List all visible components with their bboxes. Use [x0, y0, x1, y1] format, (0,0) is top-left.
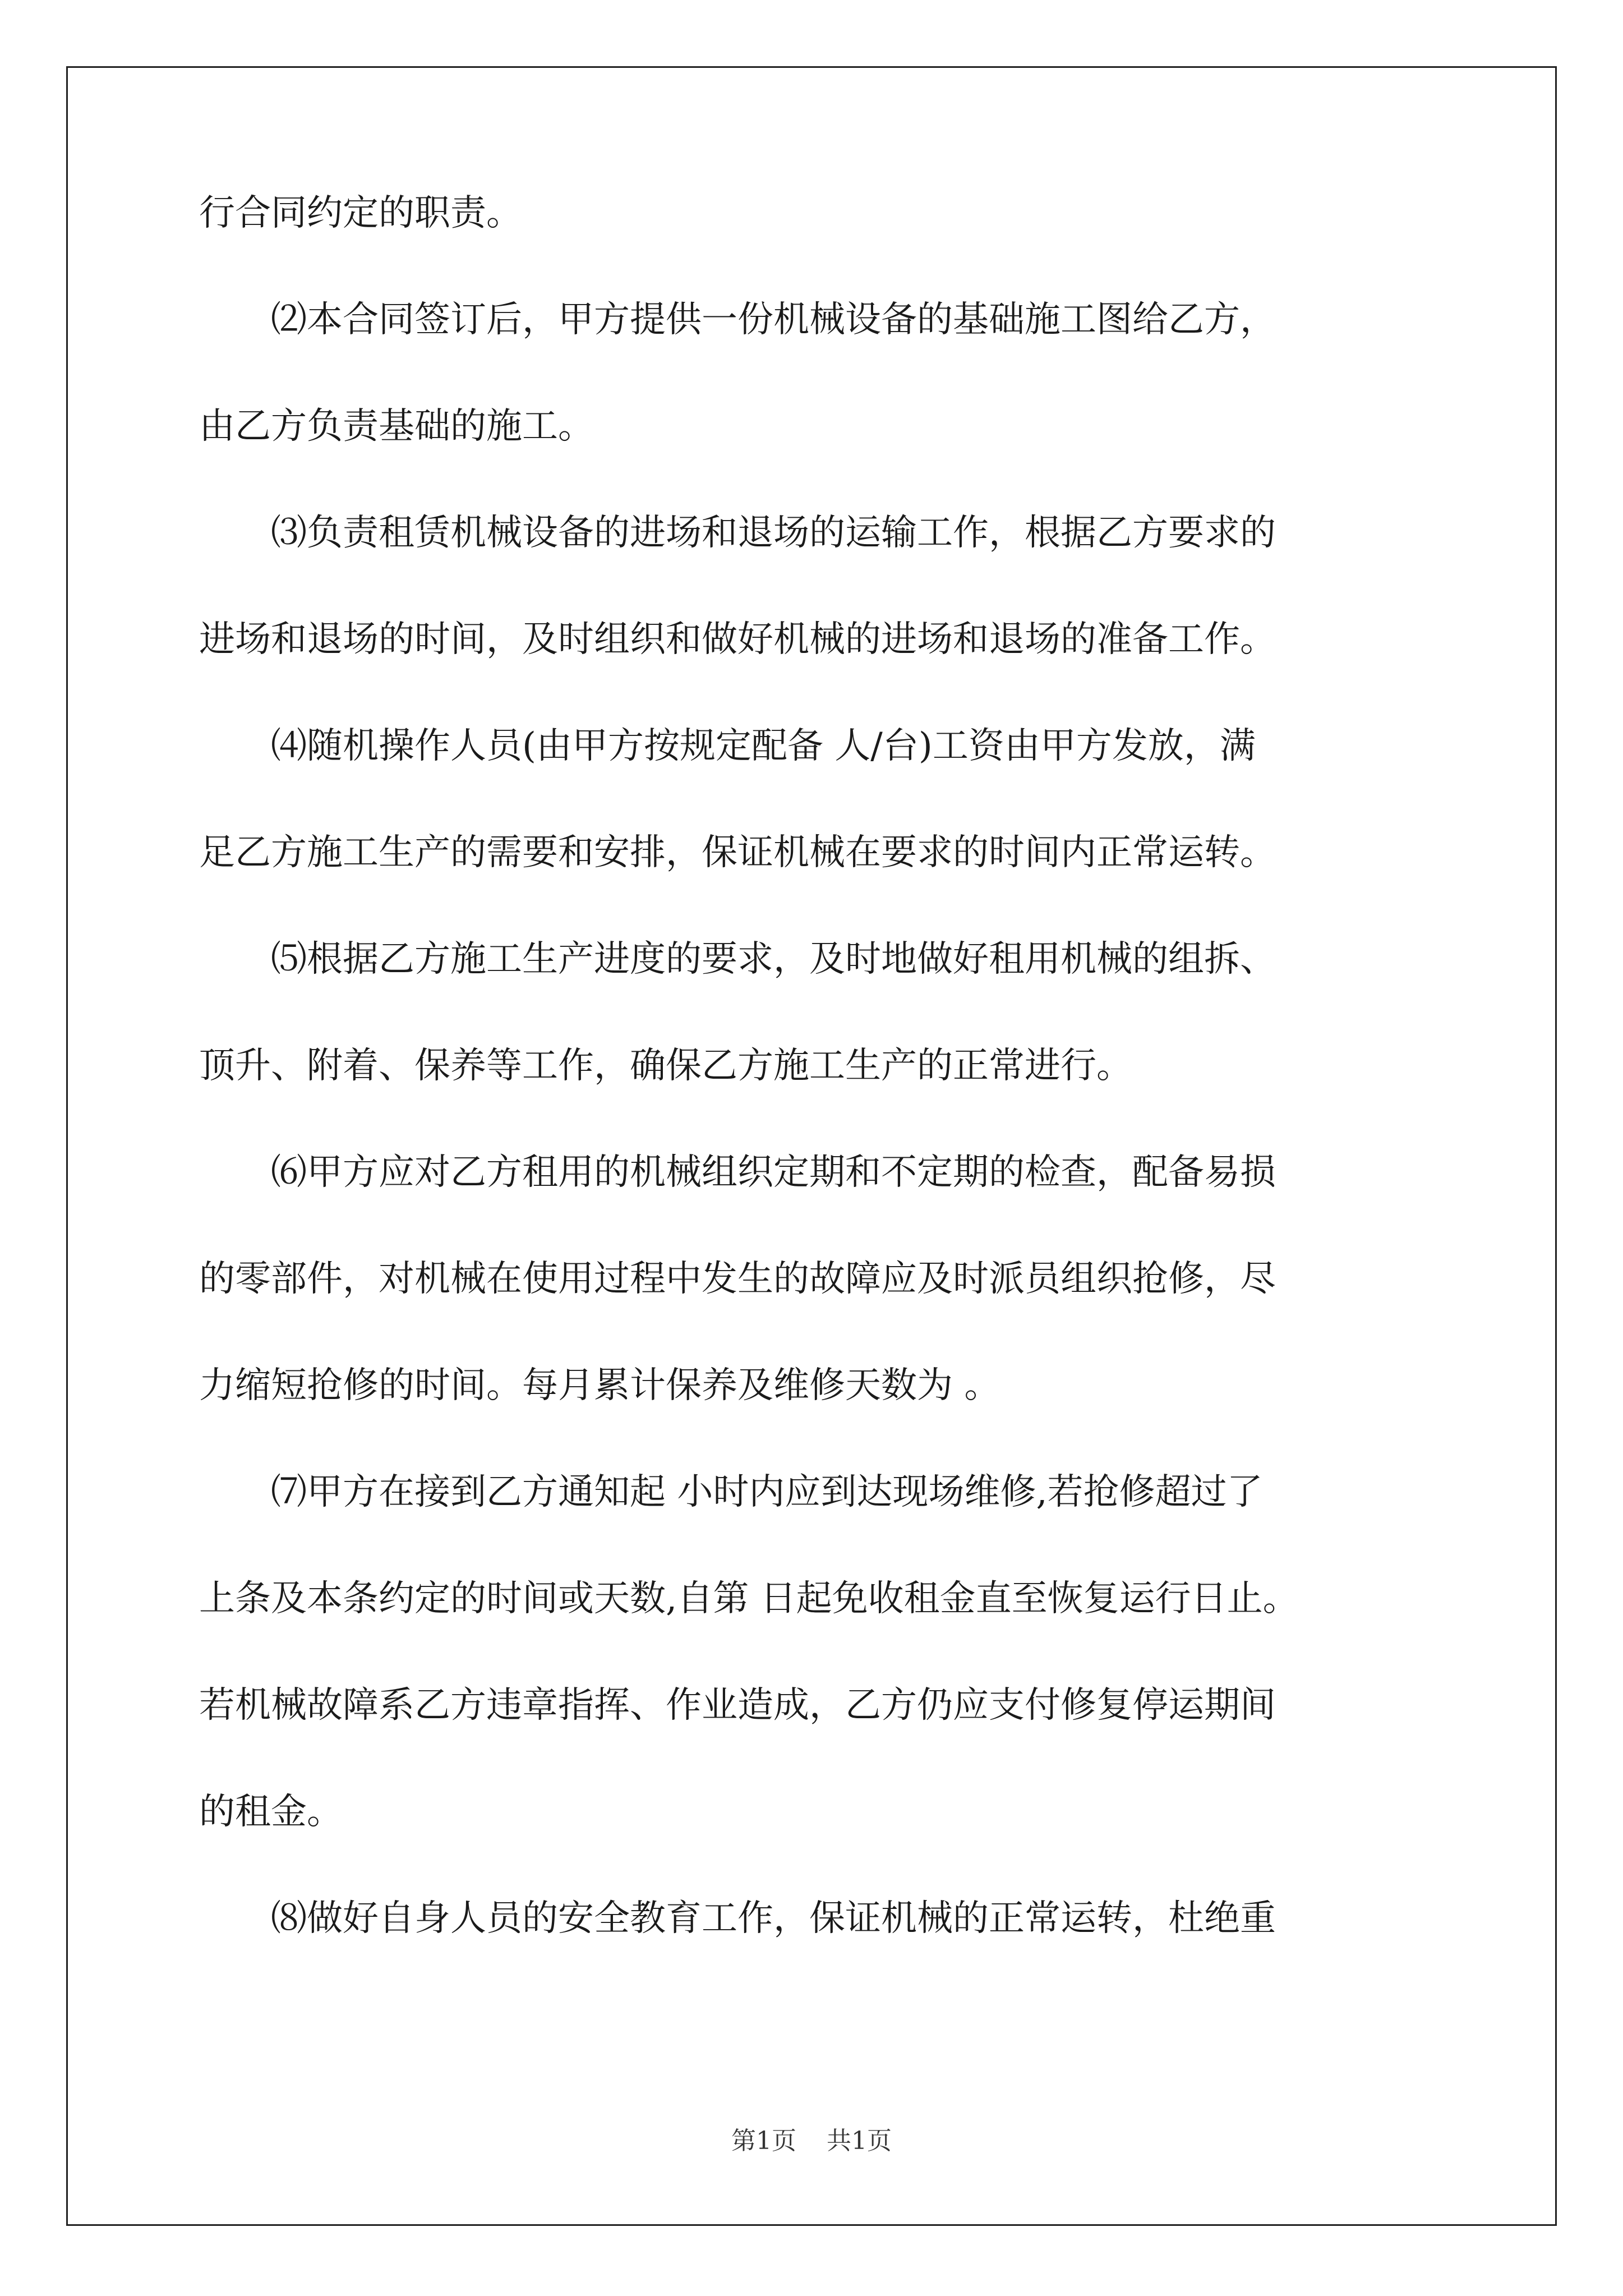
text-line: 由乙方负责基础的施工。 [199, 406, 594, 447]
text-line: ⑶负责租赁机械设备的进场和退场的运输工作，根据乙方要求的 [199, 512, 1276, 554]
text-line: 进场和退场的时间，及时组织和做好机械的进场和退场的准备工作。 [199, 619, 1276, 660]
text-line: 上条及本条约定的时间或天数,自第 日起免收租金直至恢复运行日止。 [199, 1578, 1299, 1619]
text-line: ⑺甲方在接到乙方通知起 小时内应到达现场维修,若抢修超过了 [199, 1471, 1263, 1513]
text-line: ⑷随机操作人员(由甲方按规定配备 人/台)工资由甲方发放，满 [199, 725, 1256, 767]
page-total: 共1页 [827, 2127, 892, 2155]
text-line: ⑻做好自身人员的安全教育工作，保证机械的正常运转，杜绝重 [199, 1898, 1276, 1939]
text-line: ⑹甲方应对乙方租用的机械组织定期和不定期的检查，配备易损 [199, 1152, 1276, 1193]
text-line: 顶升、附着、保养等工作，确保乙方施工生产的正常进行。 [199, 1045, 1132, 1087]
document-body [199, 185, 1433, 1997]
text-line: 足乙方施工生产的需要和安排，保证机械在要求的时间内正常运转。 [199, 832, 1276, 873]
text-line: 行合同约定的职责。 [199, 192, 522, 234]
text-line: 的零部件，对机械在使用过程中发生的故障应及时派员组织抢修，尽 [199, 1258, 1276, 1300]
text-line: 若机械故障系乙方违章指挥、作业造成，乙方仍应支付修复停运期间 [199, 1685, 1276, 1726]
text-line: ⑸根据乙方施工生产进度的要求，及时地做好租用机械的组拆、 [199, 938, 1276, 980]
page-number: 第1页 [731, 2127, 796, 2155]
page-footer [0, 2120, 1623, 2156]
text-line: 的租金。 [199, 1791, 343, 1833]
text-line: 力缩短抢修的时间。每月累计保养及维修天数为 。 [199, 1365, 1000, 1406]
text-line: ⑵本合同签订后，甲方提供一份机械设备的基础施工图给乙方， [199, 299, 1276, 341]
